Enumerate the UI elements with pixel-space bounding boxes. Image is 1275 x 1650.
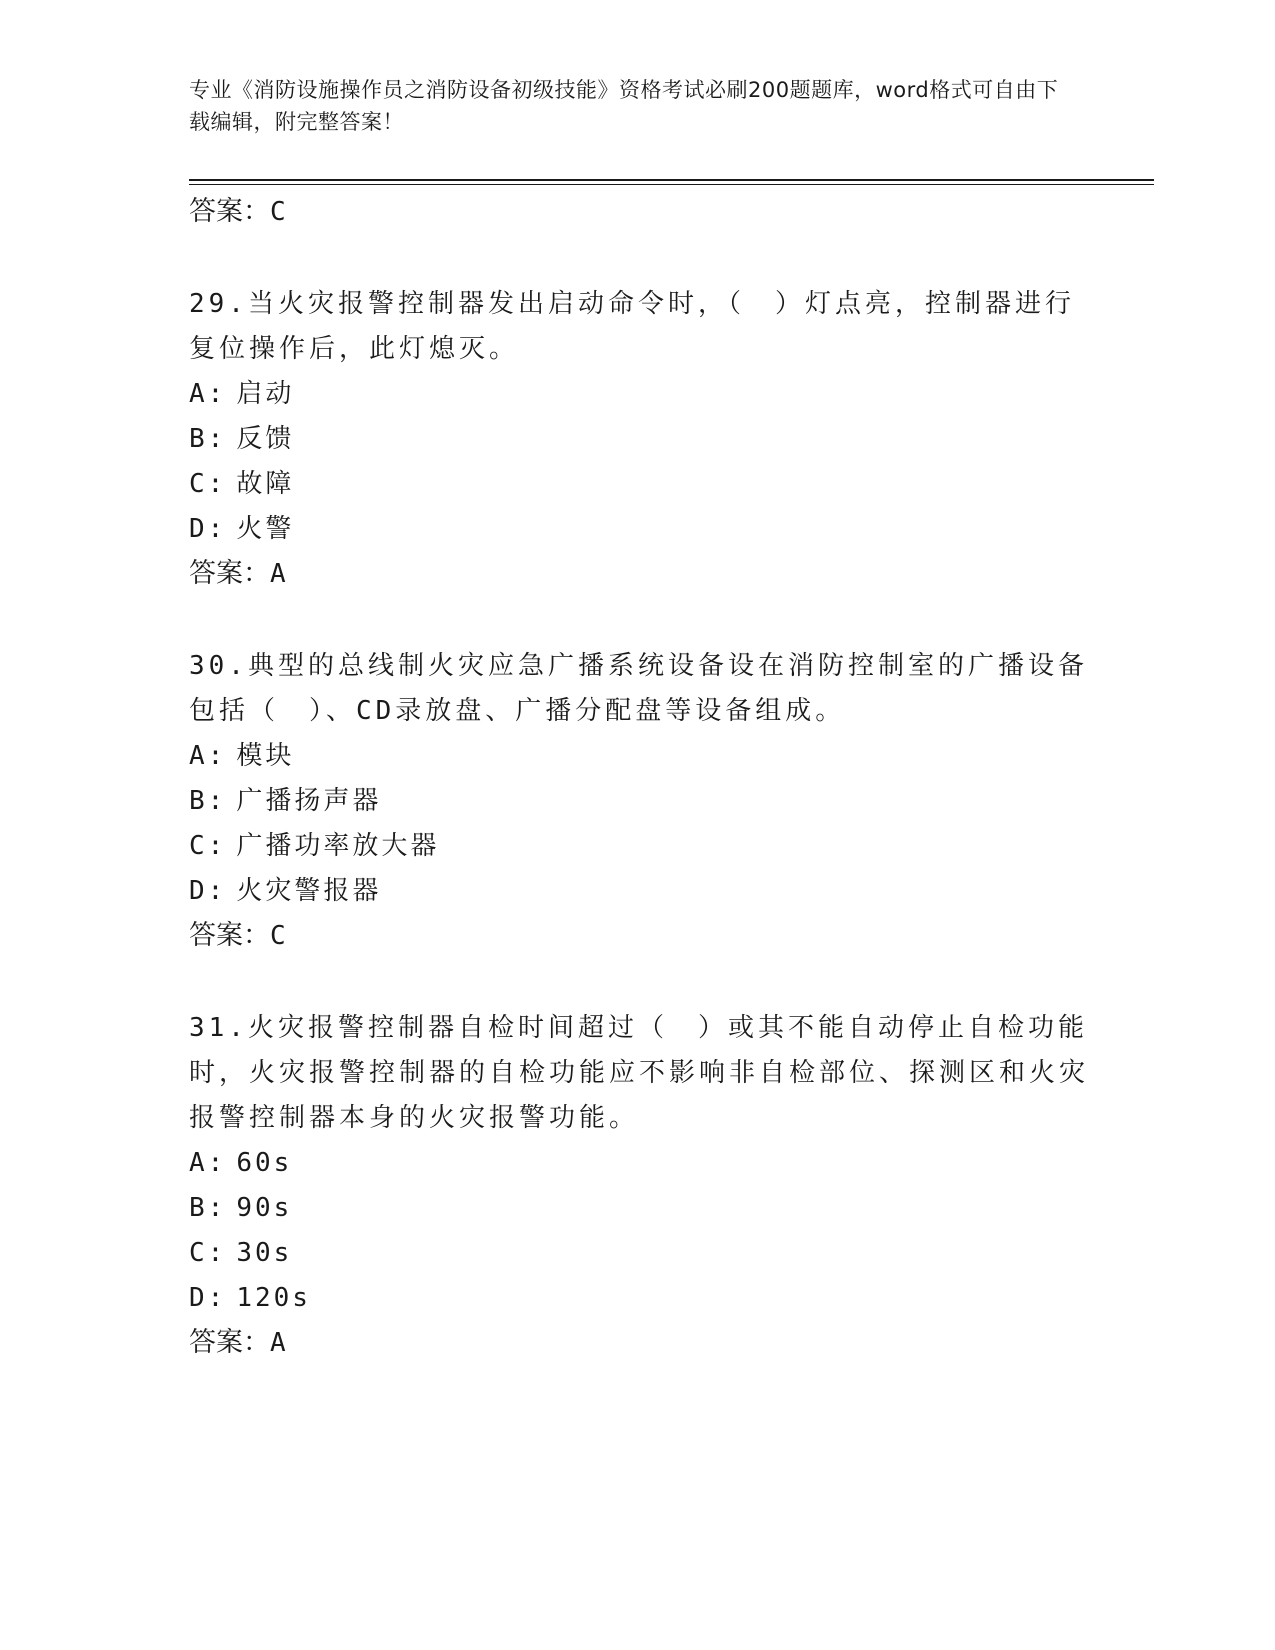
header-divider-thick: [189, 179, 1154, 181]
option-b: [189, 779, 1089, 824]
option-b: [189, 1186, 1089, 1231]
option-text: 反馈: [236, 424, 295, 454]
option-text: 30s: [236, 1238, 293, 1268]
option-text: 火灾警报器: [236, 876, 382, 906]
answer-line: [189, 1321, 1089, 1365]
option-text: 故障: [236, 469, 295, 499]
option-key: A:: [189, 379, 227, 409]
option-b: [189, 417, 1089, 462]
option-key: D:: [189, 876, 227, 906]
question-list: [189, 190, 1089, 1365]
question-text: 29.当火灾报警控制器发出启动命令时，（ ）灯点亮，控制器进行复位操作后，此灯熄灭。: [189, 289, 1075, 364]
question-30: [189, 644, 1089, 958]
answer-label: 答案：: [189, 1327, 270, 1358]
option-key: D:: [189, 1283, 227, 1313]
question-31: [189, 1006, 1089, 1365]
question-text: 31.火灾报警控制器自检时间超过（ ）或其不能自动停止自检功能时，火灾报警控制器的自检功能应不影响非自检部位、探测区和火灾报警控制器本身的火灾报警功能。: [189, 1013, 1090, 1133]
option-text: 60s: [236, 1148, 293, 1178]
option-text: 90s: [236, 1193, 293, 1223]
answer-label: 答案：: [189, 558, 270, 589]
option-a: [189, 734, 1089, 779]
option-key: C:: [189, 831, 227, 861]
option-a: [189, 372, 1089, 417]
question-text: 30.典型的总线制火灾应急广播系统设备设在消防控制室的广播设备包括（ ）、CD录放盘、广播分配盘等设备组成。: [189, 651, 1088, 726]
option-text: 模块: [236, 741, 295, 771]
option-c: [189, 1231, 1089, 1276]
option-text: 广播功率放大器: [236, 831, 440, 861]
answer-label: 答案：: [189, 196, 270, 227]
option-text: 120s: [236, 1283, 311, 1313]
option-d: [189, 507, 1089, 552]
question-29: [189, 282, 1089, 596]
option-c: [189, 462, 1089, 507]
answer-line: [189, 190, 1089, 234]
document-header: 专业《消防设施操作员之消防设备初级技能》资格考试必刷200题题库，word格式可自由下载编辑，附完整答案！: [189, 78, 1059, 134]
answer-line: [189, 552, 1089, 596]
option-key: B:: [189, 424, 227, 454]
option-key: A:: [189, 1148, 227, 1178]
option-d: [189, 1276, 1089, 1321]
answer-value: C: [270, 921, 286, 951]
option-key: A:: [189, 741, 227, 771]
header-divider-thin: [189, 184, 1154, 185]
option-key: C:: [189, 1238, 227, 1268]
answer-label: 答案：: [189, 920, 270, 951]
answer-value: A: [270, 1328, 286, 1358]
option-key: B:: [189, 786, 227, 816]
option-a: [189, 1141, 1089, 1186]
answer-value: C: [270, 197, 286, 227]
option-key: B:: [189, 1193, 227, 1223]
option-text: 火警: [236, 514, 295, 544]
option-key: C:: [189, 469, 227, 499]
option-text: 广播扬声器: [236, 786, 382, 816]
option-c: [189, 824, 1089, 869]
answer-line: [189, 914, 1089, 958]
option-text: 启动: [236, 379, 295, 409]
answer-value: A: [270, 559, 286, 589]
option-key: D:: [189, 514, 227, 544]
option-d: [189, 869, 1089, 914]
